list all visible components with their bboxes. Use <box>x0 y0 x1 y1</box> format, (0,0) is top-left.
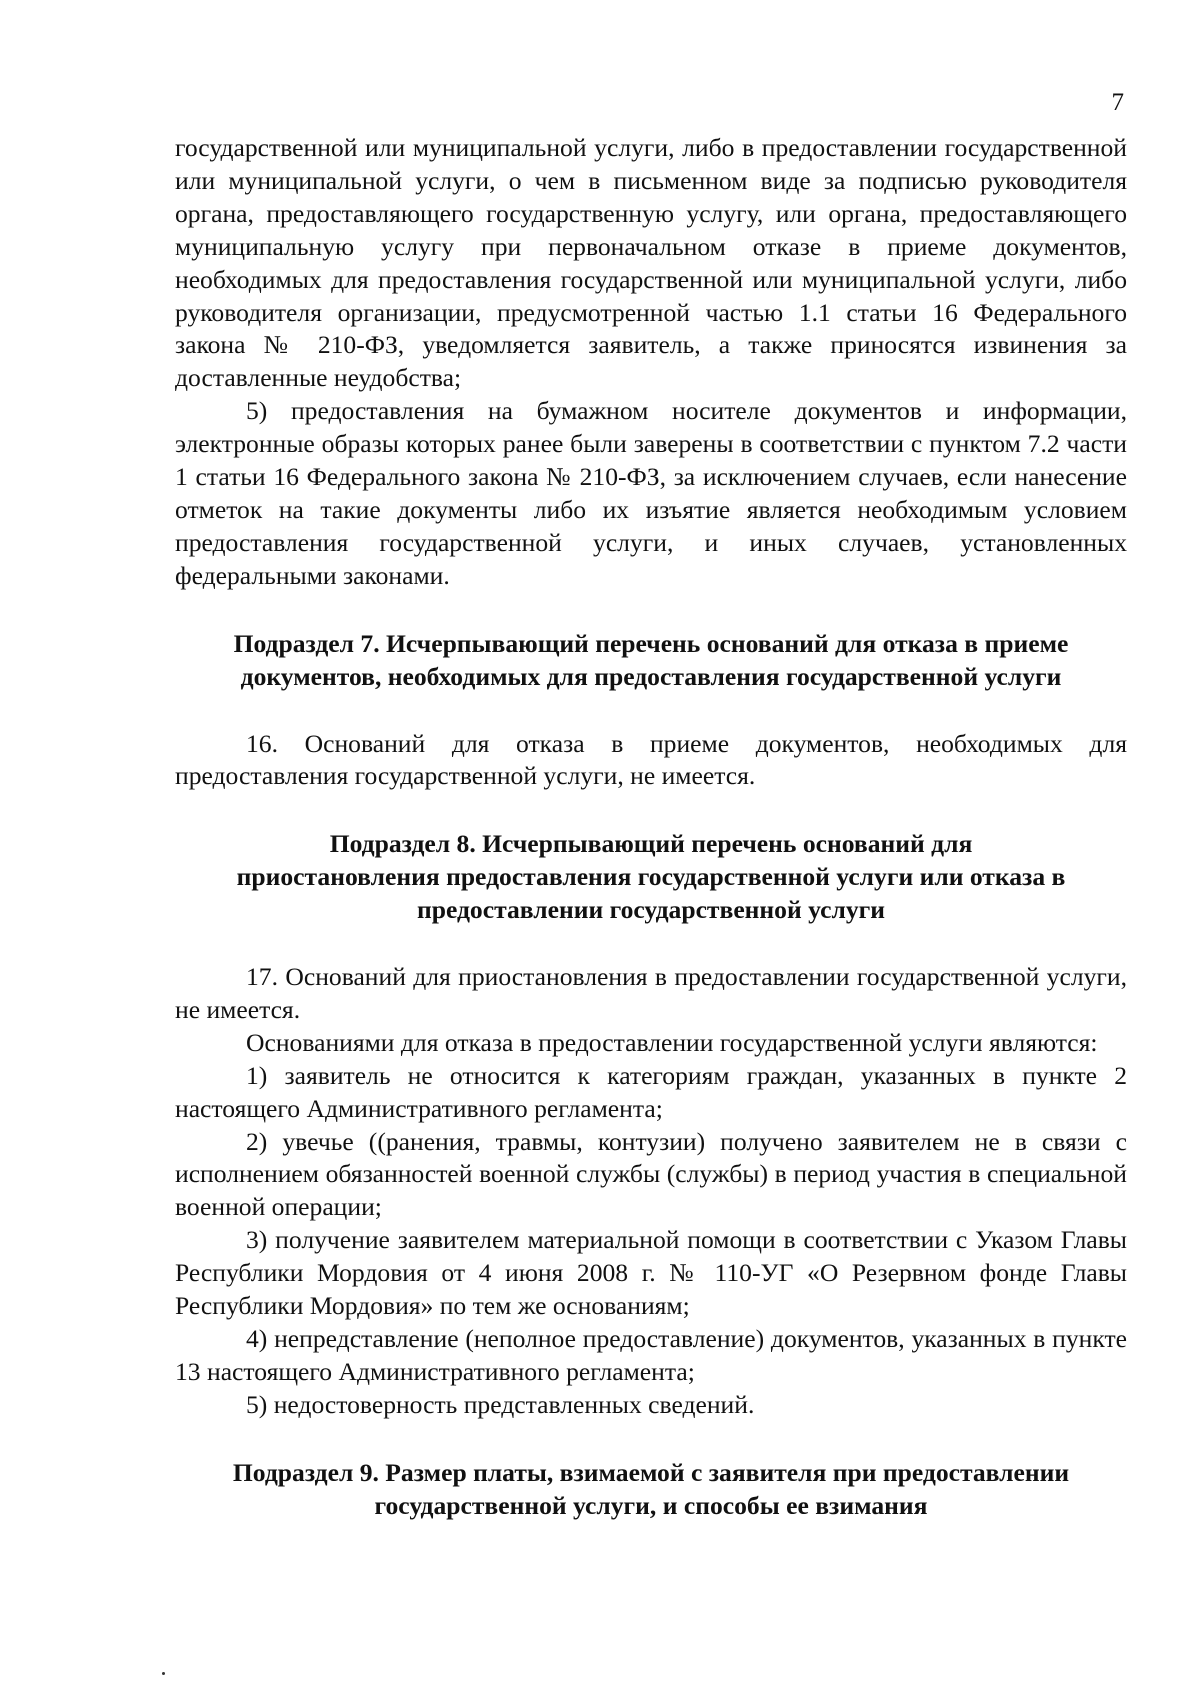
section-9-heading <box>175 1457 1127 1523</box>
list-item-5: 5) недостоверность представленных сведений. <box>246 1389 755 1419</box>
list-item-3: 3) получение заявителем материальной помощи в соответствии с Указом Главы Республики Мордовия от 4 июня 2008 г. № 110-УГ «О Резервном фонде Главы Республики Мордовия» по тем же основаниям; <box>175 1225 1127 1321</box>
section-8-heading-line: Подраздел 8. Исчерпывающий перечень оснований для <box>329 829 973 859</box>
paragraph-grounds-intro: Основаниями для отказа в предоставлении государственной услуги являются: <box>246 1027 1098 1057</box>
section-8-heading-line: приостановления предоставления государственной услуги или отказа в <box>236 862 1066 892</box>
section-7-heading <box>175 628 1127 694</box>
paragraph-item-5: 5) предоставления на бумажном носителе документов и информации, электронные образы которых ранее были заверены в соответствии с пунктом 7.2 части 1 статьи 16 Федерального закона № 210-ФЗ, за исключением случаев, если нанесение отметок на такие документы либо их изъятие является необходимым условием предоставления государственной услуги, и иных случаев, установленных федеральными законами. <box>175 396 1127 590</box>
page-number: 7 <box>1111 89 1124 116</box>
list-item-4: 4) непредставление (неполное предоставление) документов, указанных в пункте 13 настоящего Административного регламента; <box>175 1324 1127 1386</box>
list-item-1: 1) заявитель не относится к категориям граждан, указанных в пункте 2 настоящего Административного регламента; <box>175 1060 1127 1123</box>
section-8-heading <box>175 828 1127 927</box>
section-8-heading-line: предоставлении государственной услуги <box>416 895 886 925</box>
section-9-heading-line: государственной услуги, и способы ее взимания <box>374 1490 928 1520</box>
scan-speck <box>162 1672 165 1675</box>
paragraph-continuation: государственной или муниципальной услуги, либо в предоставлении государственной или муниципальной услуги, о чем в письменном виде за подписью руководителя органа, предоставляющего государственную услугу, или органа, предоставляющего муниципальную услугу при первоначальном отказе в приеме документов, необходимых для предоставления государственной или муниципальной услуги, либо руководителя организации, предусмотренной частью 1.1 статьи 16 Федерального закона № 210-ФЗ, уведомляется заявитель, а также приносятся извинения за доставленные неудобства; <box>175 133 1127 393</box>
section-9-heading-line: Подраздел 9. Размер платы, взимаемой с заявителя при предоставлении <box>232 1457 1070 1487</box>
paragraph-17: 17. Оснований для приостановления в предоставлении государственной услуги, не имеется. <box>175 962 1127 1024</box>
section-7-heading-line: Подраздел 7. Исчерпывающий перечень оснований для отказа в приеме <box>233 628 1069 658</box>
section-7-heading-line: документов, необходимых для предоставления государственной услуги <box>240 661 1062 691</box>
paragraph-16: 16. Оснований для отказа в приеме документов, необходимых для предоставления государственной услуги, не имеется. <box>175 728 1127 791</box>
list-item-2: 2) увечье ((ранения, травмы, контузии) получено заявителем не в связи с исполнением обязанностей военной службы (службы) в период участия в специальной военной операции; <box>175 1126 1127 1222</box>
